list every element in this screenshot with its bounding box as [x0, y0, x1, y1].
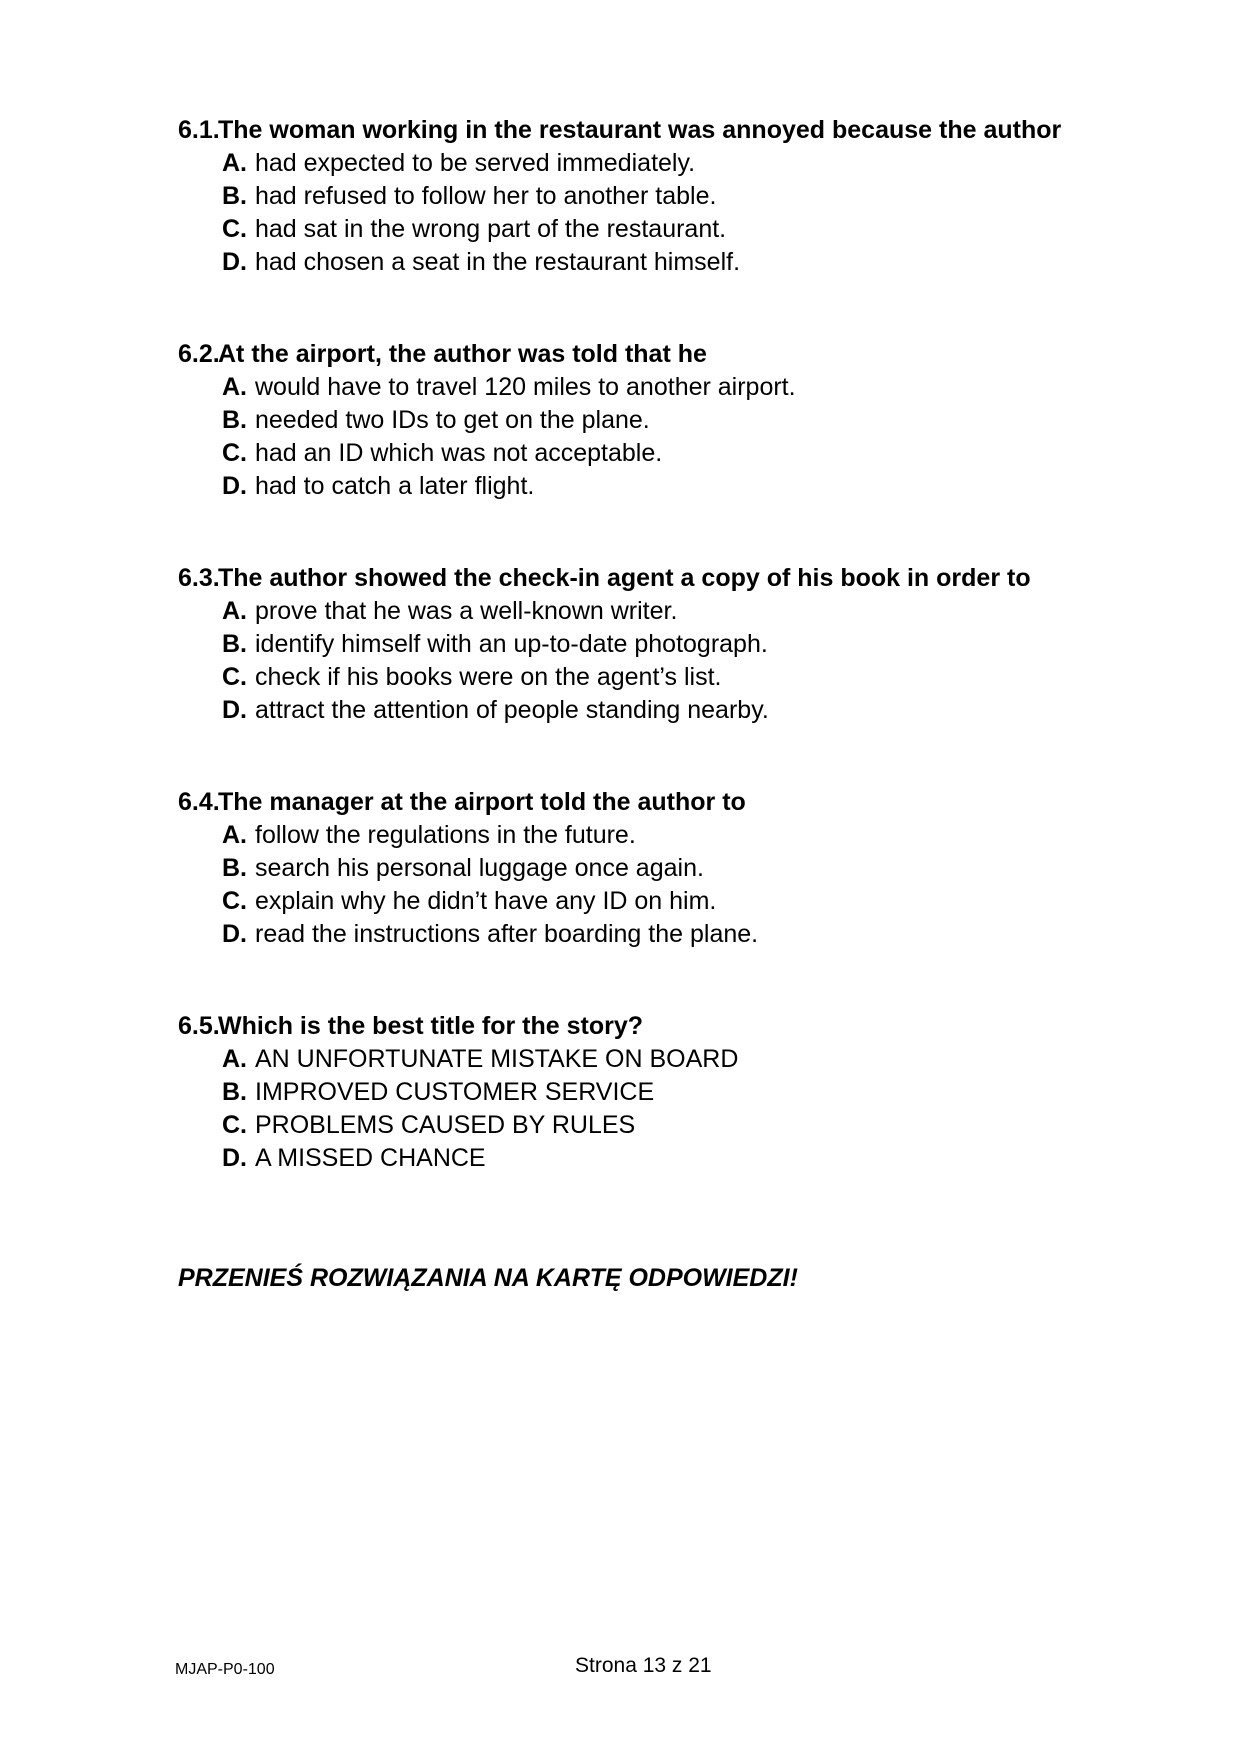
- question-text: The author showed the check-in agent a copy of his book in order to: [218, 564, 1031, 592]
- option-row: [178, 628, 1171, 661]
- option-text: identify himself with an up-to-date photograph.: [255, 630, 768, 658]
- question-heading: [178, 562, 1171, 595]
- option-text: explain why he didn’t have any ID on him.: [255, 887, 717, 915]
- transfer-answers-instruction: PRZENIEŚ ROZWIĄZANIA NA KARTĘ ODPOWIEDZI!: [178, 1264, 798, 1292]
- option-letter: D.: [222, 696, 247, 724]
- option-row: [178, 371, 1171, 404]
- option-text: check if his books were on the agent’s list.: [255, 663, 722, 691]
- option-text: had to catch a later flight.: [255, 472, 535, 500]
- option-letter: A.: [222, 373, 247, 401]
- option-letter: A.: [222, 597, 247, 625]
- option-letter: B.: [222, 1078, 247, 1106]
- option-row: [178, 918, 1171, 951]
- question-number: 6.2.: [178, 340, 220, 368]
- question-6-2: [178, 338, 1171, 503]
- option-letter: A.: [222, 1045, 247, 1073]
- option-letter: A.: [222, 821, 247, 849]
- option-letter: C.: [222, 1111, 247, 1139]
- option-text: A MISSED CHANCE: [255, 1144, 486, 1172]
- option-letter: B.: [222, 854, 247, 882]
- option-text: attract the attention of people standing nearby.: [255, 696, 769, 724]
- option-text: had expected to be served immediately.: [255, 149, 696, 177]
- option-row: [178, 147, 1171, 180]
- option-text: AN UNFORTUNATE MISTAKE ON BOARD: [255, 1045, 739, 1073]
- question-heading: [178, 338, 1171, 371]
- option-text: prove that he was a well-known writer.: [255, 597, 678, 625]
- option-row: [178, 852, 1171, 885]
- option-letter: C.: [222, 663, 247, 691]
- questions-section: [178, 114, 1171, 1295]
- option-text: had refused to follow her to another table.: [255, 182, 717, 210]
- option-text: had sat in the wrong part of the restaurant.: [255, 215, 727, 243]
- option-row: [178, 661, 1171, 694]
- option-row: [178, 404, 1171, 437]
- option-text: would have to travel 120 miles to another airport.: [255, 373, 796, 401]
- option-letter: C.: [222, 439, 247, 467]
- page-number: Strona 13 z 21: [575, 1654, 712, 1677]
- option-text: search his personal luggage once again.: [255, 854, 704, 882]
- option-row: [178, 213, 1171, 246]
- option-row: [178, 246, 1171, 279]
- option-letter: D.: [222, 248, 247, 276]
- option-text: PROBLEMS CAUSED BY RULES: [255, 1111, 636, 1139]
- option-text: follow the regulations in the future.: [255, 821, 636, 849]
- question-6-3: [178, 562, 1171, 727]
- option-row: [178, 819, 1171, 852]
- option-row: [178, 437, 1171, 470]
- question-text: The woman working in the restaurant was annoyed because the author: [218, 116, 1062, 144]
- question-number: 6.3.: [178, 564, 220, 592]
- question-text: The manager at the airport told the author to: [218, 788, 746, 816]
- exam-paper-code: MJAP-P0-100: [175, 1661, 275, 1678]
- question-6-4: [178, 786, 1171, 951]
- question-text: Which is the best title for the story?: [218, 1012, 644, 1040]
- option-row: [178, 1109, 1171, 1142]
- option-text: had chosen a seat in the restaurant himself.: [255, 248, 741, 276]
- question-text: At the airport, the author was told that he: [218, 340, 707, 368]
- question-6-5: [178, 1010, 1171, 1175]
- option-row: [178, 470, 1171, 503]
- question-heading: [178, 1010, 1171, 1043]
- option-letter: D.: [222, 920, 247, 948]
- question-number: 6.1.: [178, 116, 220, 144]
- option-row: [178, 1076, 1171, 1109]
- question-number: 6.4.: [178, 788, 220, 816]
- option-row: [178, 595, 1171, 628]
- question-6-1: [178, 114, 1171, 279]
- question-heading: [178, 786, 1171, 819]
- option-letter: D.: [222, 1144, 247, 1172]
- question-heading: [178, 114, 1171, 147]
- option-letter: C.: [222, 887, 247, 915]
- option-row: [178, 885, 1171, 918]
- option-row: [178, 1142, 1171, 1175]
- option-text: IMPROVED CUSTOMER SERVICE: [255, 1078, 655, 1106]
- option-text: had an ID which was not acceptable.: [255, 439, 663, 467]
- option-letter: B.: [222, 182, 247, 210]
- option-row: [178, 1043, 1171, 1076]
- option-letter: B.: [222, 630, 247, 658]
- option-letter: D.: [222, 472, 247, 500]
- option-row: [178, 180, 1171, 213]
- option-row: [178, 694, 1171, 727]
- option-letter: C.: [222, 215, 247, 243]
- option-text: read the instructions after boarding the plane.: [255, 920, 759, 948]
- option-text: needed two IDs to get on the plane.: [255, 406, 650, 434]
- option-letter: B.: [222, 406, 247, 434]
- question-number: 6.5.: [178, 1012, 220, 1040]
- option-letter: A.: [222, 149, 247, 177]
